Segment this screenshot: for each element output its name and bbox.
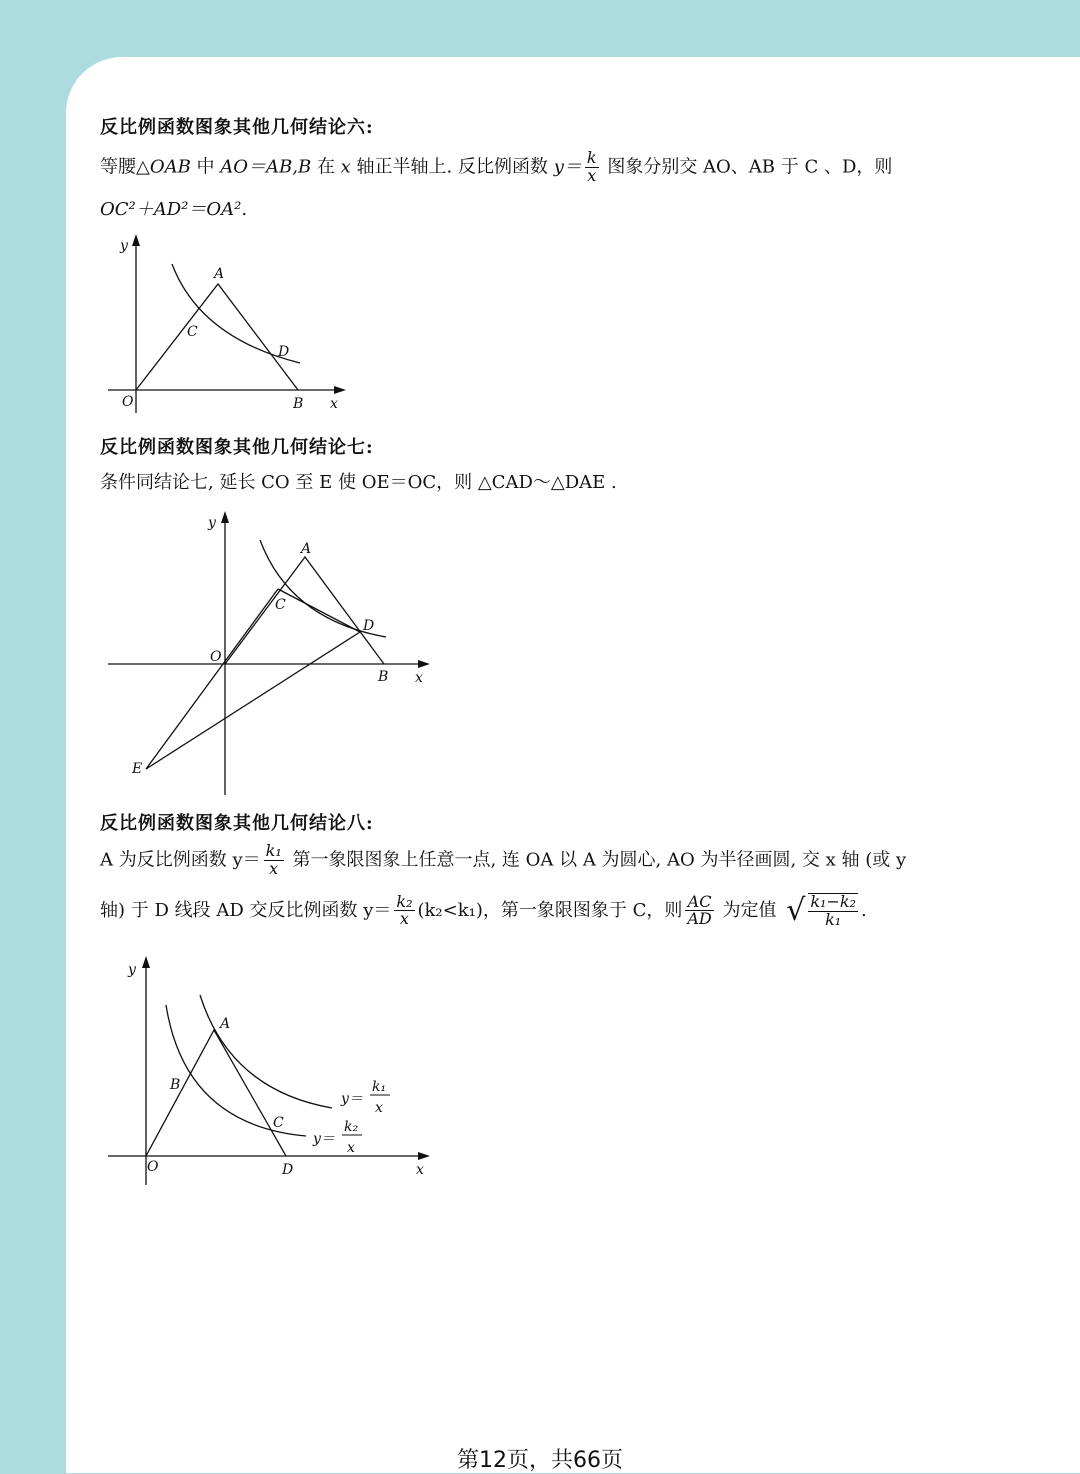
section6-title: 反比例函数图象其他几何结论六: [100, 117, 374, 138]
figure-7 [100, 505, 440, 797]
fig7-label-y: y [208, 515, 216, 531]
section8-title: 反比例函数图象其他几何结论八: [100, 813, 374, 834]
page-footer: 第12页，共66页 [457, 1448, 623, 1473]
fig8-curve2-eq: y＝ [313, 1131, 335, 1147]
fig6-label-a: A [214, 266, 225, 282]
fraction-k1-over-x: $\frac{\text{k₁}}{x}$ [265, 841, 282, 878]
fig6-label-x: x [330, 396, 338, 412]
fraction-k1-minus-k2-over-k1: $\frac{\text{k₁−k₂}}{\text{k₁}}$ [810, 892, 856, 929]
fig6-label-o: O [122, 394, 134, 410]
sqrt-symbol: √ [786, 893, 806, 929]
fig7-label-b: B [378, 669, 389, 685]
fig7-label-d: D [363, 618, 375, 634]
fig8-curve1-num: k₁ [372, 1079, 387, 1095]
section6-line1: 等腰△OAB 中 AO＝AB,B 在 x 轴正半轴上. 反比例函数 y＝ $\frac{k}{x}$ 图象分别交 AO、AB 于 C 、D，则 [100, 148, 893, 185]
fig8-curve2-den: x [347, 1140, 355, 1156]
fraction-ac-over-ad: $\frac{AC}{AD}$ [687, 891, 712, 929]
fig8-curve1-den: x [375, 1100, 383, 1116]
fig8-label-o: O [147, 1159, 159, 1175]
fraction-k2-over-x: $\frac{\text{k₂}}{x}$ [396, 891, 413, 929]
fig6-label-b: B [293, 396, 304, 412]
fig8-label-y: y [128, 962, 136, 978]
fig8-label-c: C [273, 1115, 284, 1131]
fig8-label-d: D [282, 1162, 294, 1178]
section7-title: 反比例函数图象其他几何结论七: [100, 437, 374, 458]
fraction-k-over-x: $\frac{k}{x}$ [586, 148, 597, 185]
fig6-label-c: C [187, 324, 198, 340]
figure-8 [100, 950, 440, 1190]
section6-line2: OC²＋AD²＝OA². [100, 199, 248, 220]
figure-6 [100, 228, 360, 418]
fig8-curve1-eq: y＝ [341, 1091, 363, 1107]
fig7-label-c: C [275, 597, 286, 613]
fig8-label-x: x [416, 1162, 424, 1178]
fig7-label-x: x [415, 670, 423, 686]
fig8-label-a: A [220, 1016, 231, 1032]
fig7-label-e: E [132, 761, 143, 777]
fig6-label-d: D [278, 344, 290, 360]
section8-line1: A 为反比例函数 y＝ $\frac{\text{k₁}}{x}$ 第一象限图象上任意一点, 连 OA 以 A 为圆心, AO 为半径画圆, 交 x 轴 (或 y [100, 841, 907, 878]
section8-line2: 轴) 于 D 线段 AD 交反比例函数 y＝ $\frac{\text{k₂}}{x}$ (k₂<k₁)，第一象限图象于 C，则 $\frac{AC}{AD}$ 为定值 √ $\frac{\text{k₁−k₂}}{\text{k₁}}$ . [100, 891, 867, 929]
fig8-curve2-num: k₂ [344, 1119, 359, 1135]
fig8-label-b: B [170, 1077, 181, 1093]
fig6-label-y: y [120, 238, 128, 254]
fig7-label-o: O [210, 649, 222, 665]
fig7-label-a: A [301, 541, 312, 557]
section7-line1: 条件同结论七, 延长 CO 至 E 使 OE＝OC，则 △CAD～△DAE . [100, 472, 617, 493]
